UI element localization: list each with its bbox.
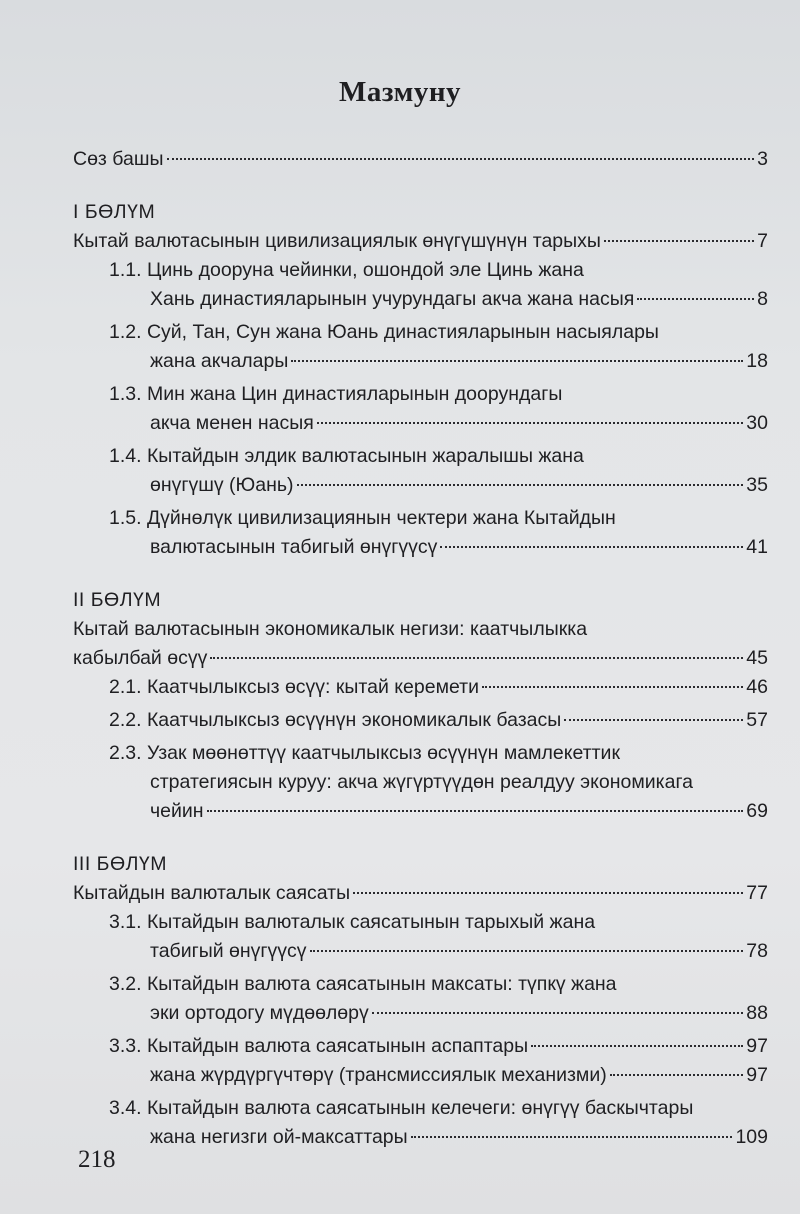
part-heading: III БӨЛҮМ <box>73 853 168 875</box>
dot-leader <box>317 422 744 424</box>
toc-entry-text: Кытай валютасынын цивилизациялык өнүгүшүнүн тарыхы <box>73 230 601 252</box>
dot-leader <box>440 546 743 548</box>
toc-page-number: 3 <box>757 148 768 170</box>
dot-leader <box>411 1136 733 1138</box>
dot-leader <box>604 240 754 242</box>
dot-leader <box>482 686 743 688</box>
dot-leader <box>353 892 743 894</box>
toc-subentry: 3.2. Кытайдын валюта саясатынын максаты: түпкү жана эки ортодогу мүдөөлөрү 88 <box>109 973 768 1024</box>
page-title: Мазмуну <box>338 76 462 108</box>
toc-part-title: Кытайдын валюталык саясаты 77 <box>73 882 768 904</box>
dot-leader <box>310 950 744 952</box>
dot-leader <box>291 360 743 362</box>
toc-subentry: 1.4. Кытайдын элдик валютасынын жаралышы жана өнүгүшү (Юань) 35 <box>109 445 768 496</box>
dot-leader <box>207 810 744 812</box>
toc-subentry: 2.1. Каатчылыксыз өсүү: кытай керемети 46 <box>109 676 768 698</box>
dot-leader <box>531 1045 743 1047</box>
part-heading: I БӨЛҮМ <box>73 201 156 223</box>
toc-subentry: 2.2. Каатчылыксыз өсүүнүн экономикалык базасы 57 <box>109 709 768 731</box>
page-number: 218 <box>78 1146 116 1173</box>
toc-page-number: 7 <box>757 230 768 252</box>
toc-subentry: 1.5. Дүйнөлүк цивилизациянын чектери жана Кытайдын валютасынын табигый өнүгүүсү 41 <box>109 507 768 558</box>
part-heading: II БӨЛҮМ <box>73 589 162 611</box>
dot-leader <box>564 719 743 721</box>
dot-leader <box>297 484 744 486</box>
table-of-contents <box>73 145 768 1152</box>
dot-leader <box>167 158 755 160</box>
toc-subentry: 1.3. Мин жана Цин династияларынын доорундагы акча менен насыя 30 <box>109 383 768 434</box>
dot-leader <box>637 298 754 300</box>
toc-subentry: 1.2. Суй, Тан, Сун жана Юань династияларынын насыялары жана акчалары 18 <box>109 321 768 372</box>
toc-subentry: 3.3. Кытайдын валюта саясатынын аспаптары 97 жана жүрдүргүчтөрү (трансмиссиялык механизми) 97 <box>109 1035 768 1086</box>
dot-leader <box>610 1074 744 1076</box>
toc-subentry: 1.1. Цинь дооруна чейинки, ошондой эле Цинь жана Хань династияларынын учурундагы акча жана насыя 8 <box>109 259 768 310</box>
dot-leader <box>210 657 743 659</box>
toc-entry-intro <box>73 145 768 174</box>
toc-part-title: Кытай валютасынын экономикалык негизи: каатчылыкка кабылбай өсүү 45 <box>73 618 768 669</box>
toc-subentry: 2.3. Узак мөөнөттүү каатчылыксыз өсүүнүн мамлекеттик стратегиясын куруу: акча жүгүртүүдөн реалдуу экономикага чейин 69 <box>109 742 768 822</box>
toc-entry-text: Сөз башы <box>73 148 164 170</box>
toc-part-title <box>73 227 768 256</box>
toc-subentry: 3.4. Кытайдын валюта саясатынын келечеги: өнүгүү баскычтары жана негизги ой-максаттары 109 <box>109 1097 768 1148</box>
dot-leader <box>372 1012 744 1014</box>
toc-subentry: 3.1. Кытайдын валюталык саясатынын тарыхый жана табигый өнүгүүсү 78 <box>109 911 768 962</box>
